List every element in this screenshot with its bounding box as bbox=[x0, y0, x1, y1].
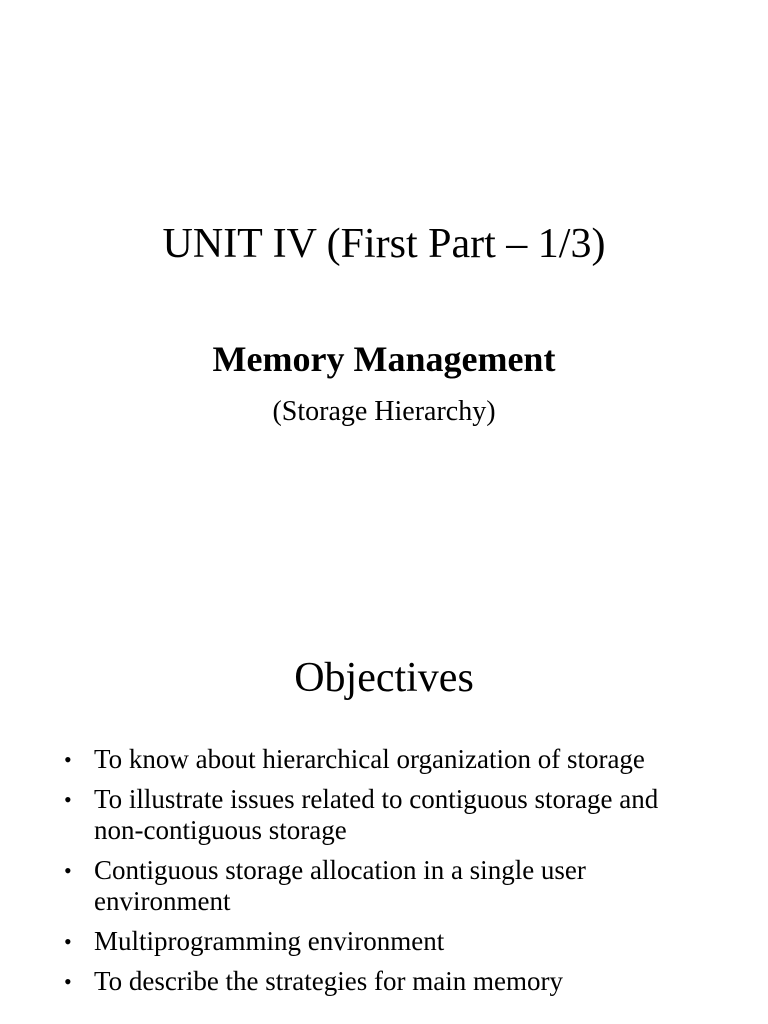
list-item bbox=[62, 744, 702, 775]
list-item bbox=[62, 784, 702, 846]
list-item bbox=[62, 966, 702, 997]
bullet-icon: • bbox=[64, 747, 72, 772]
bullet-icon: • bbox=[64, 969, 72, 994]
list-item-text: To describe the strategies for main memory bbox=[94, 966, 563, 996]
objectives-list bbox=[62, 744, 702, 1006]
list-item-text: Multiprogramming environment bbox=[94, 926, 445, 956]
bullet-icon: • bbox=[64, 929, 72, 954]
unit-title: UNIT IV (First Part – 1/3) bbox=[162, 221, 606, 267]
bullet-icon: • bbox=[64, 858, 72, 883]
topic-caption: (Storage Hierarchy) bbox=[272, 396, 496, 427]
list-item-text: To illustrate issues related to contiguous storage and non-contiguous storage bbox=[94, 784, 659, 845]
list-item-text: Contiguous storage allocation in a single user environment bbox=[94, 855, 586, 916]
bullet-icon: • bbox=[64, 787, 72, 812]
objectives-heading: Objectives bbox=[294, 655, 474, 701]
list-item bbox=[62, 855, 702, 917]
topic-heading: Memory Management bbox=[212, 339, 556, 379]
list-item bbox=[62, 926, 702, 957]
list-item-text: To know about hierarchical organization of storage bbox=[94, 744, 645, 774]
